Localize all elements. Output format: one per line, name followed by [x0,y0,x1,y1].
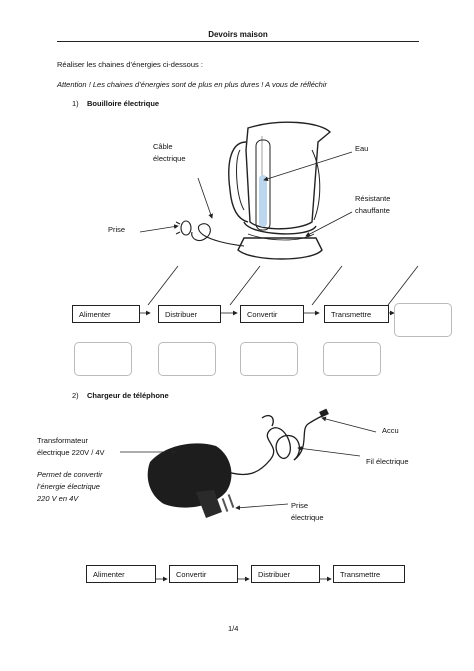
label-cable-line2: électrique [153,154,186,163]
chain1-slash-3 [312,266,342,305]
label-permet-line1: Permet de convertir [37,470,103,479]
chain1-slash-1 [148,266,178,305]
chain1-answer-box-3 [240,342,298,376]
chain2-box-distribuer: Distribuer [251,565,320,583]
chain2-box-alimenter: Alimenter [86,565,156,583]
label-transfo-line2: électrique 220V / 4V [37,448,105,457]
kettle-plug-illustration [176,221,244,246]
chain1-box-transmettre: Transmettre [324,305,389,323]
arrow-accu [322,418,376,432]
chain2-box-transmettre: Transmettre [333,565,405,583]
label-prise: Prise [108,225,126,234]
label-transfo-line1: Transformateur [37,436,88,445]
chain1-answer-box-5 [394,303,452,337]
chain1-slash-4 [388,266,418,305]
chain1-box-alimenter: Alimenter [72,305,140,323]
page-header-title: Devoirs maison [57,30,419,42]
chain1-box-convertir: Convertir [240,305,304,323]
label-prise-line2: électrique [291,513,324,522]
chain1-answer-box-1 [74,342,132,376]
chain1-answer-box-4 [323,342,381,376]
arrow-prise [140,226,178,232]
chain2-box-convertir: Convertir [169,565,238,583]
section1-title: Bouilloire électrique [87,99,160,108]
arrow-eau [264,152,352,180]
arrow-prise-electrique [236,504,288,508]
section2-title: Chargeur de téléphone [87,391,169,400]
label-permet-line3: 220 V en 4V [37,494,79,503]
label-accu: Accu [382,426,399,435]
label-fil-electrique: Fil électrique [366,457,409,466]
chain1-answer-box-2 [158,342,216,376]
arrow-cable [198,178,212,218]
section1-number: 1) [72,99,79,108]
instruction-text: Réaliser les chaines d’énergies ci-dessous : [57,60,203,69]
label-resistante-line1: Résistante [355,194,391,203]
label-permet-line2: l’énergie électrique [37,482,100,491]
label-resistante-line2: chauffante [355,206,390,215]
chain1-slash-2 [230,266,260,305]
label-cable-line1: Câble [153,142,173,151]
section2-number: 2) [72,391,79,400]
page-number: 1/4 [228,624,239,633]
warning-text: Attention ! Les chaines d’énergies sont de plus en plus dures ! A vous de réfléchir [57,80,328,89]
chain1-box-distribuer: Distribuer [158,305,221,323]
arrow-fil [298,448,360,456]
label-prise-line1: Prise [291,501,309,510]
label-eau: Eau [355,144,369,153]
kettle-illustration [229,122,330,259]
